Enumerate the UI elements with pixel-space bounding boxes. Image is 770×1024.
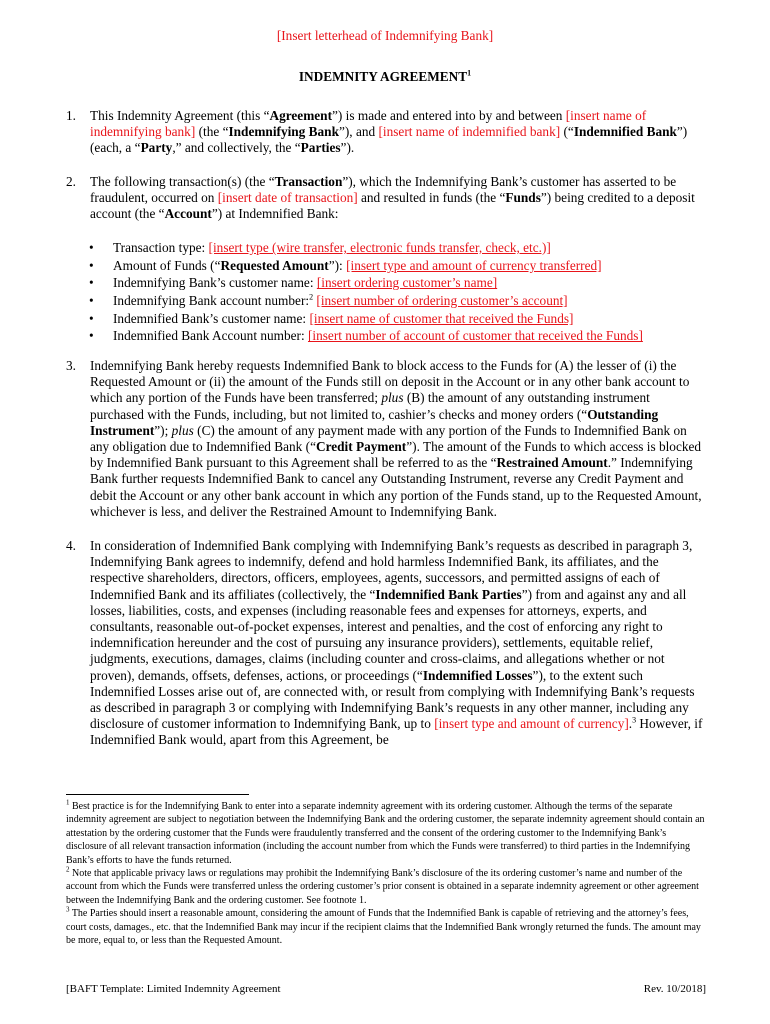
defined-term-requested-amount: Requested Amount (220, 257, 329, 273)
bullet-icon: • (89, 257, 94, 273)
placeholder-currency-amount: [insert type and amount of currency] (434, 716, 629, 732)
text-run: ,” and collectively, the “ (172, 140, 301, 156)
footnote-number: 1 (66, 798, 70, 807)
text-run: ”). The amount of the Funds to which access is blocked by Indemnified Bank pursuant to this Agreement shall be referred to as the “ (90, 439, 702, 471)
footnote-text: The Parties should insert a reasonable amount, considering the amount of Funds that the Indemnified Bank is capable of retrieving and the attorney’s fees, court costs, damages., etc. that the Indemnified Bank may incur if the recipient claims that the Indemnified Bank wrongly returned the funds. The amount may be more, equal to, or less than the Requested Amount. (66, 908, 701, 947)
bullet-icon: • (89, 310, 94, 326)
document-title (0, 69, 770, 85)
placeholder-value: [insert type (wire transfer, electronic funds transfer, check, etc.)] (208, 240, 551, 255)
defined-term-account: Account (164, 206, 212, 222)
item-label: ”): (328, 257, 347, 273)
bullet-icon: • (89, 275, 94, 291)
list-item (89, 257, 709, 275)
footnote-ref-2: 2 (309, 292, 314, 302)
text-run: ”) from and against any and all losses, liabilities, costs, and expenses (including reasonable fees and expenses for attorneys, experts, and consultants, reasonable out-of-pocket expenses, interest and penalties, and the cost of enforcing any right to indemnification hereunder and the cost of pursuing any insurance providers), settlements, equitable relief, judgments, executions, damages, claims (including counter and cross-claims, and allegations whether or not proven), demands, offsets, defenses, actions, or proceedings (“ (90, 586, 687, 683)
text-run: and resulted in funds (the “ (357, 190, 506, 206)
bullet-icon: • (89, 328, 94, 344)
text-run: ”), to the extent such Indemnified Losses arise out of, are connected with, or result from complying with Indemnifying Bank’s requests as described in paragraph 3 or complying with Indemnifying Bank’s requests in any other manner, including any disclosure of customer information to Indemnifying Bank, up to (90, 667, 695, 732)
item-label: Transaction type: (113, 240, 209, 255)
text-run: The following transaction(s) (the “ (90, 174, 275, 189)
item-label: Amount of Funds (“ (113, 257, 221, 273)
list-item (89, 292, 709, 310)
list-item (89, 274, 709, 292)
paragraph-4 (66, 538, 706, 749)
text-run: Indemnifying Bank hereby requests Indemnified Bank to block access to the Funds for (A) the lesser of (i) the Requested Amount or (ii) the amount of the Funds still on deposit in the Account or in any other bank account to which any portion of the Funds have been transferred; (90, 358, 690, 406)
list-item (89, 239, 709, 257)
footnote-2 (66, 867, 706, 907)
text-run: In consideration of Indemnified Bank complying with Indemnifying Bank’s requests as described in paragraph 3, Indemnifying Bank agrees to indemnify, defend and hold harmless Indemnified Bank, its affiliates, and the respective shareholders, directors, officers, employees, agents, successors, and permitted assigns of each of Indemnified Bank and its affiliates (collectively, the “ (90, 538, 693, 602)
text-run: .” Indemnifying Bank further requests Indemnified Bank to cancel any Outstanding Instrument, reverse any Credit Payment and debit the Account or any other bank account in which any portion of the Funds stand, up to the Requested Amount, whichever is less, and deliver the Restrained Amount to Indemnifying Bank. (90, 455, 702, 519)
placeholder-value: [insert number of account of customer that received the Funds] (307, 328, 643, 344)
emphasis-plus: plus (381, 390, 404, 406)
defined-term-parties: Parties (300, 140, 341, 156)
footer-template-label: [BAFT Template: Limited Indemnity Agreement (66, 983, 281, 995)
text-run: ”). (340, 140, 355, 156)
footnote-ref-1: 1 (467, 68, 472, 78)
paragraph-3 (66, 358, 706, 520)
list-item (89, 310, 709, 328)
defined-term-agreement: Agreement (269, 108, 333, 123)
footnote-number: 3 (66, 905, 70, 914)
defined-term-funds: Funds (505, 190, 541, 206)
text-run: (C) the amount of any payment made with any portion of the Funds to Indemnified Bank on any obligation due to Indemnified Bank (“ (90, 422, 687, 455)
defined-term-restrained-amount: Restrained Amount (496, 455, 608, 471)
paragraph-2 (66, 174, 706, 223)
text-run: However, if Indemnified Bank would, apart from this Agreement, be (90, 716, 703, 748)
paragraph-number: 3. (66, 358, 76, 373)
defined-term-indemnifying-bank: Indemnifying Bank (228, 124, 339, 140)
placeholder-indemnified-bank-name: [insert name of indemnified bank] (378, 124, 561, 140)
text-run: (B) the amount of any outstanding instrument purchased with the Funds, including, but not limited to, cashier’s checks and money orders (“ (90, 390, 650, 422)
text-run: ”); (154, 422, 172, 438)
footnote-1 (66, 800, 706, 867)
paragraph-number: 4. (66, 538, 76, 553)
defined-term-indemnified-bank-parties: Indemnified Bank Parties (375, 586, 522, 602)
footnote-text: Best practice is for the Indemnifying Bank to enter into a separate indemnity agreement with its ordering customer. Although the terms of the separate indemnity agreement are subject to negotiation between the Indemnifying Bank and the ordering customer, the separate indemnity agreement should contain an attestation by the ordering customer that the Funds were fraudulently transferred and the consent of the ordering customer to the Indemnifying Bank’s disclosure of all relevant transaction information (including the account number from which the Funds were transferred) to third parties in the Indemnifying Bank’s efforts to have the funds returned. (66, 801, 705, 866)
defined-term-credit-payment: Credit Payment (316, 439, 407, 455)
title-text: INDEMNITY AGREEMENT (298, 69, 468, 84)
footnote-text: Note that applicable privacy laws or regulations may prohibit the Indemnifying Bank’s disclosure of the its ordering customer’s name and number of the account from which the Funds were transferred unless the ordering customer’s prior consent is obtained in a separate indemnity agreement or other agreement between the Indemnifying Bank and the ordering customer. See footnote 1. (66, 868, 699, 906)
paragraph-number: 1. (66, 108, 76, 123)
defined-term-indemnified-bank: Indemnified Bank (573, 124, 677, 140)
bullet-icon: • (89, 240, 94, 255)
paragraph-number: 2. (66, 174, 76, 189)
text-run: ”) being credited to a deposit account (the “ (90, 190, 695, 222)
placeholder-value: [insert number of ordering customer’s account] (316, 293, 568, 309)
placeholder-transaction-date: [insert date of transaction] (217, 190, 358, 206)
placeholder-value: [insert ordering customer’s name] (316, 275, 498, 291)
bullet-icon: • (89, 293, 94, 309)
footnote-3 (66, 907, 706, 947)
emphasis-plus: plus (171, 422, 194, 438)
footnotes (66, 800, 706, 947)
footer-revision: Rev. 10/2018] (643, 983, 706, 995)
placeholder-value: [insert type and amount of currency transferred] (346, 257, 602, 273)
defined-term-transaction: Transaction (274, 174, 343, 189)
placeholder-indemnifying-bank-name: [insert name of indemnifying bank] (90, 108, 647, 140)
text-run: ”) is made and entered into by and between (332, 108, 566, 123)
item-label: Indemnifying Bank account number: (113, 293, 310, 309)
footnote-number: 2 (66, 865, 70, 874)
footnote-separator (66, 794, 249, 795)
defined-term-indemnified-losses: Indemnified Losses (422, 667, 533, 683)
text-run: This Indemnity Agreement (this “ (90, 108, 270, 123)
page-footer (66, 983, 706, 995)
text-run: (“ (560, 124, 574, 140)
paragraph-1 (66, 108, 706, 157)
text-run: (the “ (195, 124, 229, 140)
item-label: Indemnifying Bank’s customer name: (113, 275, 317, 291)
placeholder-value: [insert name of customer that received the Funds] (309, 310, 574, 326)
item-label: Indemnified Bank’s customer name: (113, 310, 310, 326)
text-run: ”), which the Indemnifying Bank’s customer has asserted to be fraudulent, occurred on (90, 174, 677, 206)
text-run: ”) (each, a “ (90, 124, 688, 156)
defined-term-outstanding-instrument: Outstanding Instrument (90, 406, 659, 438)
letterhead-placeholder: [Insert letterhead of Indemnifying Bank] (276, 28, 494, 43)
text-run: ”) at Indemnified Bank: (211, 206, 339, 222)
text-run: . (628, 716, 633, 732)
footnote-ref-3: 3 (632, 715, 637, 725)
defined-term-party: Party (140, 140, 173, 156)
transaction-details-list (89, 239, 709, 345)
list-item (89, 327, 709, 345)
text-run: ”), and (338, 124, 379, 140)
item-label: Indemnified Bank Account number: (113, 328, 308, 344)
